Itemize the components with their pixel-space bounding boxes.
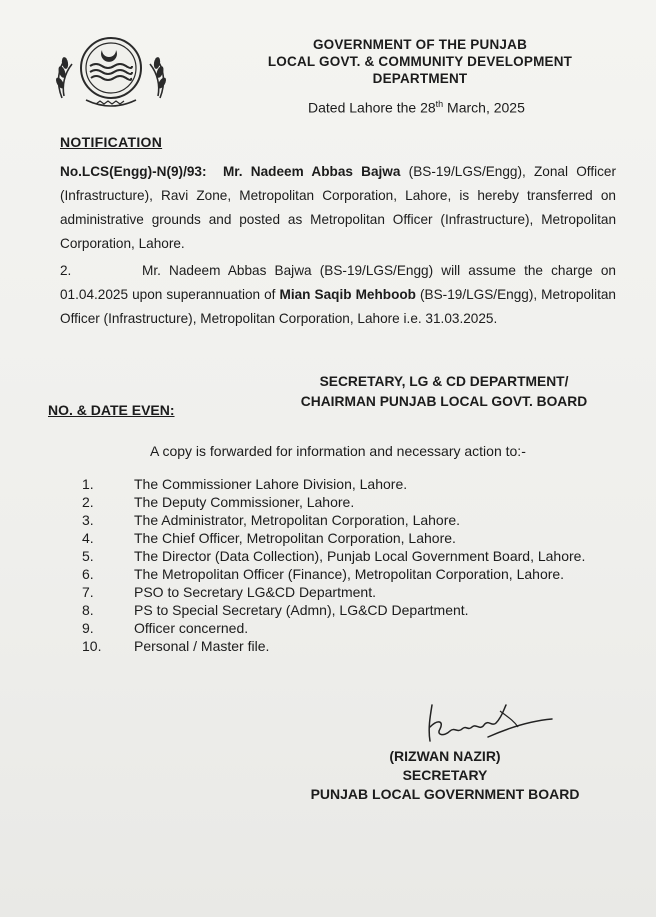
- recipient-text: Personal / Master file.: [134, 638, 270, 654]
- notification-paragraph-1: [60, 160, 616, 256]
- issuing-authority-line-2: CHAIRMAN PUNJAB LOCAL GOVT. BOARD: [300, 394, 588, 409]
- recipient-number: 8.: [82, 602, 94, 618]
- signatory-block: [280, 747, 610, 804]
- recipient-list-item: [82, 493, 622, 511]
- date-suffix-ordinal: th: [435, 99, 444, 109]
- recipient-text: PS to Special Secretary (Admn), LG&CD Department.: [134, 602, 469, 618]
- date-month-year: March, 2025: [443, 99, 525, 116]
- recipient-list-item: [82, 583, 622, 601]
- recipient-list-item: [82, 475, 622, 493]
- no-and-date-even: NO. & DATE EVEN:: [48, 402, 175, 418]
- paragraph-2-end: (BS-19/LGS/Engg), Metropolitan Officer (Infrastructure), Metropolitan Corporation, Lahore i.e. 31.03.2025.: [60, 287, 616, 326]
- recipient-list-item: [82, 601, 622, 619]
- notification-title: NOTIFICATION: [60, 134, 163, 150]
- recipient-list-item: [82, 637, 622, 655]
- date-line: [308, 99, 525, 116]
- recipient-number: 10.: [82, 638, 102, 654]
- signatory-name: (RIZWAN NAZIR): [389, 748, 501, 764]
- paragraph-number: 2.: [60, 263, 72, 278]
- letterhead-line-3: DEPARTMENT: [372, 71, 468, 86]
- government-of-punjab-emblem: [52, 28, 170, 112]
- superannuating-officer-name: Mian Saqib Mehboob: [279, 287, 416, 302]
- recipient-number: 2.: [82, 494, 94, 510]
- recipient-number: 3.: [82, 512, 94, 528]
- letterhead-line-1: GOVERNMENT OF THE PUNJAB: [312, 37, 528, 52]
- reference-number: No.LCS(Engg)-N(9)/93:: [60, 164, 207, 179]
- recipient-list: [82, 475, 622, 655]
- paragraph-2-start: Mr. Nadeem Abbas Bajwa (BS-19/LGS/Engg) will assume the charge on 01.04.2025 upon superannuation of: [60, 263, 616, 302]
- recipient-text: The Administrator, Metropolitan Corporation, Lahore.: [134, 512, 461, 528]
- recipient-list-item: [82, 547, 622, 565]
- letterhead: [240, 36, 600, 87]
- handwritten-signature: [418, 697, 558, 749]
- recipient-number: 7.: [82, 584, 94, 600]
- recipient-text: PSO to Secretary LG&CD Department.: [134, 584, 376, 600]
- recipient-text: The Deputy Commissioner, Lahore.: [134, 494, 355, 510]
- copy-forwarded-line: A copy is forwarded for information and necessary action to:-: [150, 443, 526, 459]
- recipient-text: The Metropolitan Officer (Finance), Metropolitan Corporation, Lahore.: [134, 566, 565, 582]
- issuing-authority-line-1: SECRETARY, LG & CD DEPARTMENT/: [319, 374, 569, 389]
- issuing-authority: [284, 372, 604, 412]
- recipient-number: 6.: [82, 566, 94, 582]
- officer-name: Mr. Nadeem Abbas Bajwa: [222, 164, 401, 179]
- recipient-text: Officer concerned.: [134, 620, 249, 636]
- recipient-number: 5.: [82, 548, 94, 564]
- notification-paragraph-2: [60, 259, 616, 331]
- recipient-number: 1.: [82, 476, 94, 492]
- paragraph-1-text: (BS-19/LGS/Engg), Zonal Officer (Infrastructure), Ravi Zone, Metropolitan Corporation, Lahore, is hereby transferred on administrative grounds and posted as Metropolitan Officer (Infrastructure), Metropolitan Corporation, Lahore.: [60, 164, 617, 251]
- signatory-organization: PUNJAB LOCAL GOVERNMENT BOARD: [310, 786, 580, 802]
- recipient-list-item: [82, 565, 622, 583]
- recipient-number: 4.: [82, 530, 94, 546]
- letterhead-line-2: LOCAL GOVT. & COMMUNITY DEVELOPMENT: [267, 54, 573, 69]
- recipient-number: 9.: [82, 620, 94, 636]
- date-prefix: Dated Lahore the 28: [308, 99, 436, 116]
- recipient-text: The Commissioner Lahore Division, Lahore.: [134, 476, 408, 492]
- recipient-list-item: [82, 511, 622, 529]
- recipient-list-item: [82, 619, 622, 637]
- recipient-text: The Director (Data Collection), Punjab Local Government Board, Lahore.: [134, 548, 586, 564]
- signatory-title: SECRETARY: [402, 767, 488, 783]
- recipient-text: The Chief Officer, Metropolitan Corporation, Lahore.: [134, 530, 456, 546]
- recipient-list-item: [82, 529, 622, 547]
